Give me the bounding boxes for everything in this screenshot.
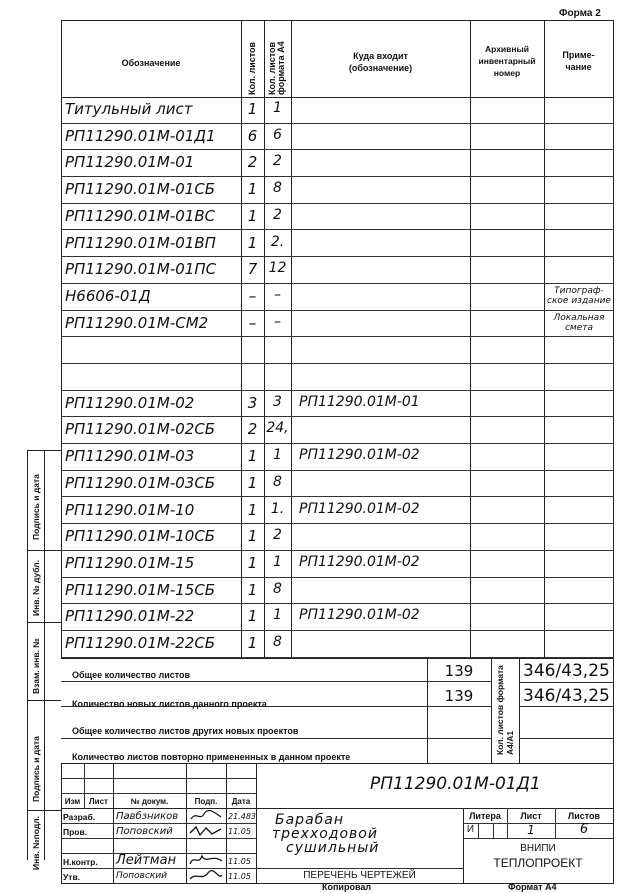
footer-format: Формат А4 [508, 882, 557, 892]
header-sheets: Кол. листов [247, 41, 257, 95]
stamp-name-dev: Павбзников [116, 811, 179, 822]
row-sheets-a4: 8 [273, 180, 282, 197]
row-note: Типограф-ское издание [547, 285, 611, 306]
row-designation: РП11290.01М-01ВП [65, 233, 216, 252]
stamp-col-change: Изм [64, 797, 81, 806]
row-sheets: 1 [247, 447, 258, 466]
strip-dup-inv: Инв. № дубл. [31, 559, 41, 616]
stamp-role-check: Пров. [63, 827, 88, 837]
stamp-date-norm: 11.05 [228, 857, 251, 866]
table-row [61, 150, 614, 177]
row-sheets: 1 [247, 527, 258, 546]
row-sheets-a4: 2 [273, 206, 282, 223]
header-note-1: Приме- [562, 50, 595, 60]
table-row [61, 231, 614, 258]
stamp-role-appr: Утв. [63, 872, 81, 882]
stamp-product-2: трехходовой [272, 826, 378, 842]
row-sheets-a4: 2 [273, 153, 282, 170]
row-sheets: 1 [247, 473, 258, 492]
row-designation: РП11290.01М-10СБ [65, 527, 216, 546]
row-sheets: – [248, 313, 257, 332]
row-sheets-a4: 1. [270, 500, 285, 517]
row-sheets-a4: 2. [270, 233, 285, 250]
table-row [61, 97, 614, 124]
row-sheets: 1 [247, 206, 258, 225]
row-where-used: РП11290.01М-02 [299, 553, 420, 570]
stamp-name-appr: Поповский [116, 871, 168, 881]
stamp-doc-code: РП11290.01М-01Д1 [370, 774, 541, 794]
table-row [61, 204, 614, 231]
row-sheets-a4: 1 [273, 447, 282, 464]
row-note: Локальная смета [553, 312, 605, 333]
stamp-litera-label: Литера [469, 811, 501, 821]
a4-header: Кол. листов формата А4/А1 [495, 665, 515, 755]
row-sheets: 1 [247, 500, 258, 519]
row-sheets: 2 [247, 420, 258, 439]
table-row [61, 284, 614, 311]
row-sheets-a4: 1 [273, 607, 282, 624]
row-designation: РП11290.01М-15 [65, 553, 195, 572]
signature-dev [188, 809, 224, 823]
table-row [61, 631, 614, 658]
table-row [61, 551, 614, 578]
reused-sheets-label: Количество листов повторно примененных в данном проекте [72, 752, 351, 762]
stamp-sheets-value: 6 [579, 822, 589, 837]
row-sheets-a4: – [274, 313, 281, 330]
row-sheets: – [248, 286, 257, 305]
stamp-sheet-label: Лист [520, 811, 542, 821]
signature-norm [188, 852, 224, 868]
row-designation: РП11290.01М-22 [65, 607, 195, 626]
stamp-name-norm: Лейтман [116, 853, 177, 868]
row-designation: РП11290.01М-10 [65, 500, 195, 519]
form-label: Форма 2 [559, 8, 601, 19]
row-sheets: 1 [247, 580, 258, 599]
signature-check [188, 824, 224, 838]
row-sheets: 1 [247, 233, 258, 252]
row-sheets-a4: 24, [266, 420, 289, 437]
stamp-org-2: ТЕПЛОПРОЕКТ [493, 856, 583, 870]
row-designation: РП11290.01М-01 [65, 153, 195, 172]
header-archive-2: инвентарный [478, 56, 536, 66]
new-sheets-label: Количество новых листов данного проекта [72, 699, 267, 709]
row-sheets-a4: – [274, 286, 281, 303]
row-designation: РП11290.01М-01Д1 [65, 126, 216, 145]
stamp-col-sign: Подп. [194, 797, 218, 806]
stamp-role-dev: Разраб. [63, 812, 96, 822]
row-sheets: 1 [247, 180, 258, 199]
stamp-product-3: сушильный [286, 840, 380, 856]
row-sheets: 1 [247, 553, 258, 572]
row-sheets: 1 [247, 100, 258, 118]
header-where-used-1: Куда входит [353, 51, 408, 61]
row-designation: РП11290.01М-01ПС [65, 260, 217, 279]
row-where-used: РП11290.01М-01 [299, 393, 420, 410]
table-row [61, 177, 614, 204]
header-archive-1: Архивный [484, 44, 529, 54]
table-row [61, 337, 614, 364]
new-sheets-value: 139 [444, 687, 474, 705]
row-designation: РП11290.01М-01СБ [65, 180, 216, 199]
stamp-org-1: ВНИПИ [520, 843, 556, 854]
table-row [61, 311, 614, 338]
row-designation: РП11290.01М-15СБ [65, 580, 216, 599]
row-designation: РП11290.01М-03 [65, 447, 195, 466]
signature-appr [188, 869, 224, 883]
strip-swap-inv: Взам. инв. № [31, 638, 41, 694]
header-designation: Обозначение [121, 58, 181, 68]
row-sheets-a4: 1 [273, 100, 282, 116]
total-sheets-label: Общее количество листов [72, 670, 191, 680]
stamp-sheets-label: Листов [567, 811, 601, 821]
row-where-used: РП11290.01М-02 [299, 500, 420, 517]
row-sheets-a4: 8 [273, 580, 282, 597]
stamp-doc-title: ПЕРЕЧЕНЬ ЧЕРТЕЖЕЙ [303, 870, 416, 881]
other-sheets-label: Общее количество листов других новых проектов [72, 726, 299, 736]
row-sheets: 2 [247, 153, 258, 172]
header-note-2: чание [565, 62, 592, 72]
row-sheets: 1 [247, 607, 258, 626]
row-sheets-a4: 12 [268, 260, 287, 277]
stamp-col-sheet: Лист [89, 797, 108, 806]
row-designation: Н6606-01Д [65, 286, 151, 305]
stamp-product-1: Барабан [275, 812, 345, 828]
row-sheets: 7 [247, 260, 258, 279]
row-sheets: 3 [247, 393, 258, 412]
row-where-used: РП11290.01М-02 [299, 607, 420, 624]
table-row [61, 471, 614, 498]
row-designation: РП11290.01М-22СБ [65, 634, 216, 652]
row-sheets: 1 [247, 634, 258, 652]
a4-total-value: 346/43,25 [523, 661, 610, 681]
row-sheets-a4: 6 [273, 126, 282, 143]
footer-copied: Копировал [322, 882, 372, 892]
row-sheets-a4: 2 [273, 527, 282, 544]
stamp-col-doc: № докум. [130, 797, 169, 806]
strip-sign-date-1: Подпись и дата [31, 474, 41, 540]
row-designation: РП11290.01М-03СБ [65, 473, 216, 492]
stamp-date-dev: 21.483 [228, 812, 256, 821]
row-designation: Титульный лист [65, 100, 193, 118]
strip-sign-date-2: Подпись и дата [31, 736, 41, 802]
stamp-sheet-value: 1 [527, 823, 535, 837]
table-row [61, 498, 614, 525]
table-row [61, 604, 614, 631]
stamp-date-check: 11.05 [228, 827, 251, 836]
stamp-litera-value: И [466, 824, 475, 835]
stamp-date-appr: 11.05 [228, 872, 251, 881]
table-row [61, 391, 614, 418]
row-sheets-a4: 3 [273, 393, 282, 410]
stamp-col-date: Дата [231, 797, 251, 806]
table-row [61, 417, 614, 444]
stamp-role-norm: Н.контр. [63, 857, 98, 867]
row-sheets: 6 [247, 126, 258, 145]
header-archive-3: номер [493, 68, 521, 78]
stamp-name-check: Поповский [116, 826, 173, 837]
row-designation: РП11290.01М-СМ2 [65, 313, 209, 332]
row-designation: РП11290.01М-01ВС [65, 206, 216, 225]
table-row [61, 124, 614, 151]
row-designation: РП11290.01М-02 [65, 393, 195, 412]
table-row [61, 364, 614, 391]
header-sheets-a4: Кол. листов формата А4 [267, 41, 286, 95]
row-where-used: РП11290.01М-02 [299, 447, 420, 464]
a4-new-value: 346/43,25 [523, 686, 610, 706]
table-row [61, 444, 614, 471]
table-row [61, 524, 614, 551]
header-where-used-2: (обозначение) [348, 63, 413, 73]
row-designation: РП11290.01М-02СБ [65, 420, 216, 439]
row-sheets-a4: 1 [273, 553, 282, 570]
total-sheets-value: 139 [444, 662, 474, 680]
table-row [61, 578, 614, 605]
strip-orig-inv: Инв. №подл. [31, 815, 41, 870]
row-sheets-a4: 8 [273, 473, 282, 490]
row-sheets-a4: 8 [273, 634, 282, 650]
table-row [61, 257, 614, 284]
